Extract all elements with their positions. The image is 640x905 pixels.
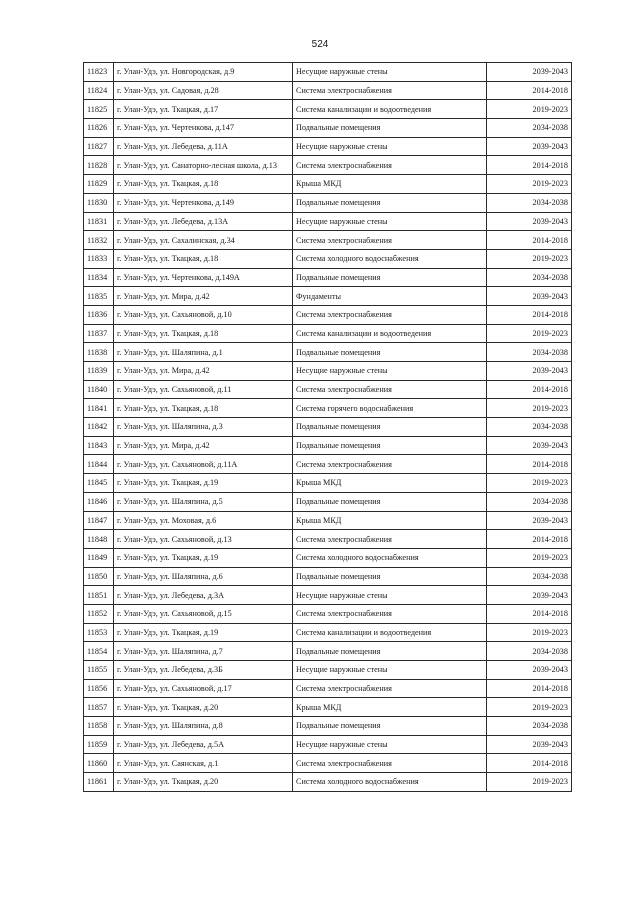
cell-repair-period: 2014-2018 xyxy=(487,231,572,250)
cell-address: г. Улан-Удэ, ул. Мира, д.42 xyxy=(114,287,293,306)
table-row xyxy=(84,773,572,792)
cell-address: г. Улан-Удэ, ул. Сахьяновой, д.11 xyxy=(114,380,293,399)
cell-record-number: 11829 xyxy=(84,175,114,194)
cell-address: г. Улан-Удэ, ул. Сахалинская, д.34 xyxy=(114,231,293,250)
cell-building-system: Система электроснабжения xyxy=(293,679,487,698)
cell-repair-period: 2014-2018 xyxy=(487,305,572,324)
cell-address: г. Улан-Удэ, ул. Ткацкая, д.19 xyxy=(114,548,293,567)
cell-record-number: 11823 xyxy=(84,63,114,82)
table-row xyxy=(84,268,572,287)
cell-repair-period: 2039-2043 xyxy=(487,362,572,381)
cell-address: г. Улан-Удэ, ул. Лебедева, д.13А xyxy=(114,212,293,231)
cell-repair-period: 2034-2038 xyxy=(487,418,572,437)
table-row xyxy=(84,137,572,156)
cell-record-number: 11843 xyxy=(84,436,114,455)
cell-repair-period: 2014-2018 xyxy=(487,156,572,175)
cell-building-system: Фундаменты xyxy=(293,287,487,306)
cell-address: г. Улан-Удэ, ул. Лебедева, д.3А xyxy=(114,586,293,605)
table-row xyxy=(84,474,572,493)
table-row xyxy=(84,100,572,119)
table-row xyxy=(84,418,572,437)
cell-record-number: 11859 xyxy=(84,735,114,754)
cell-building-system: Система горячего водоснабжения xyxy=(293,399,487,418)
cell-record-number: 11832 xyxy=(84,231,114,250)
cell-building-system: Подвальные помещения xyxy=(293,436,487,455)
cell-address: г. Улан-Удэ, ул. Ткацкая, д.19 xyxy=(114,474,293,493)
table-row xyxy=(84,530,572,549)
cell-address: г. Улан-Удэ, ул. Лебедева, д.5А xyxy=(114,735,293,754)
cell-repair-period: 2034-2038 xyxy=(487,343,572,362)
cell-record-number: 11834 xyxy=(84,268,114,287)
cell-record-number: 11828 xyxy=(84,156,114,175)
cell-repair-period: 2034-2038 xyxy=(487,193,572,212)
table-row xyxy=(84,754,572,773)
cell-address: г. Улан-Удэ, ул. Шаляпина, д.8 xyxy=(114,717,293,736)
cell-repair-period: 2014-2018 xyxy=(487,530,572,549)
cell-repair-period: 2039-2043 xyxy=(487,63,572,82)
cell-address: г. Улан-Удэ, ул. Санаторно-лесная школа, д.13 xyxy=(114,156,293,175)
cell-address: г. Улан-Удэ, ул. Шаляпина, д.5 xyxy=(114,492,293,511)
cell-record-number: 11848 xyxy=(84,530,114,549)
cell-address: г. Улан-Удэ, ул. Ткацкая, д.20 xyxy=(114,698,293,717)
cell-address: г. Улан-Удэ, ул. Чертенкова, д.149А xyxy=(114,268,293,287)
table-row xyxy=(84,399,572,418)
cell-address: г. Улан-Удэ, ул. Ткацкая, д.20 xyxy=(114,773,293,792)
table-row xyxy=(84,119,572,138)
cell-building-system: Система канализации и водоотведения xyxy=(293,100,487,119)
table-body xyxy=(84,63,572,792)
cell-record-number: 11839 xyxy=(84,362,114,381)
table-row xyxy=(84,455,572,474)
cell-repair-period: 2034-2038 xyxy=(487,717,572,736)
cell-record-number: 11849 xyxy=(84,548,114,567)
cell-building-system: Подвальные помещения xyxy=(293,119,487,138)
cell-address: г. Улан-Удэ, ул. Шаляпина, д.7 xyxy=(114,642,293,661)
table-row xyxy=(84,324,572,343)
cell-record-number: 11844 xyxy=(84,455,114,474)
cell-building-system: Система холодного водоснабжения xyxy=(293,249,487,268)
table-row xyxy=(84,380,572,399)
repair-schedule-table xyxy=(83,62,572,792)
cell-record-number: 11841 xyxy=(84,399,114,418)
cell-record-number: 11856 xyxy=(84,679,114,698)
table-row xyxy=(84,175,572,194)
cell-repair-period: 2014-2018 xyxy=(487,380,572,399)
cell-address: г. Улан-Удэ, ул. Ткацкая, д.18 xyxy=(114,324,293,343)
cell-record-number: 11838 xyxy=(84,343,114,362)
cell-repair-period: 2019-2023 xyxy=(487,399,572,418)
cell-record-number: 11854 xyxy=(84,642,114,661)
cell-repair-period: 2039-2043 xyxy=(487,137,572,156)
cell-repair-period: 2034-2038 xyxy=(487,642,572,661)
cell-record-number: 11835 xyxy=(84,287,114,306)
cell-building-system: Крыша МКД xyxy=(293,474,487,493)
table-row xyxy=(84,212,572,231)
cell-record-number: 11861 xyxy=(84,773,114,792)
cell-address: г. Улан-Удэ, ул. Ткацкая, д.18 xyxy=(114,249,293,268)
cell-address: г. Улан-Удэ, ул. Сахьяновой, д.13 xyxy=(114,530,293,549)
cell-building-system: Система канализации и водоотведения xyxy=(293,623,487,642)
cell-repair-period: 2014-2018 xyxy=(487,754,572,773)
cell-repair-period: 2014-2018 xyxy=(487,455,572,474)
cell-repair-period: 2019-2023 xyxy=(487,474,572,493)
cell-building-system: Подвальные помещения xyxy=(293,343,487,362)
table-row xyxy=(84,81,572,100)
cell-building-system: Система электроснабжения xyxy=(293,156,487,175)
cell-building-system: Подвальные помещения xyxy=(293,418,487,437)
table-row xyxy=(84,642,572,661)
cell-repair-period: 2019-2023 xyxy=(487,623,572,642)
cell-address: г. Улан-Удэ, ул. Ткацкая, д.19 xyxy=(114,623,293,642)
cell-address: г. Улан-Удэ, ул. Чертенкова, д.149 xyxy=(114,193,293,212)
cell-building-system: Система электроснабжения xyxy=(293,530,487,549)
cell-repair-period: 2019-2023 xyxy=(487,773,572,792)
cell-building-system: Подвальные помещения xyxy=(293,717,487,736)
cell-repair-period: 2034-2038 xyxy=(487,268,572,287)
table-row xyxy=(84,156,572,175)
table-row xyxy=(84,717,572,736)
table-row xyxy=(84,287,572,306)
table-row xyxy=(84,623,572,642)
cell-record-number: 11831 xyxy=(84,212,114,231)
cell-address: г. Улан-Удэ, ул. Сахьяновой, д.11А xyxy=(114,455,293,474)
cell-repair-period: 2019-2023 xyxy=(487,249,572,268)
cell-record-number: 11836 xyxy=(84,305,114,324)
cell-building-system: Крыша МКД xyxy=(293,175,487,194)
cell-address: г. Улан-Удэ, ул. Мира, д.42 xyxy=(114,362,293,381)
cell-repair-period: 2034-2038 xyxy=(487,567,572,586)
cell-record-number: 11846 xyxy=(84,492,114,511)
cell-address: г. Улан-Удэ, ул. Ткацкая, д.18 xyxy=(114,399,293,418)
cell-record-number: 11852 xyxy=(84,604,114,623)
cell-record-number: 11840 xyxy=(84,380,114,399)
cell-building-system: Система электроснабжения xyxy=(293,305,487,324)
cell-address: г. Улан-Удэ, ул. Сахьяновой, д.17 xyxy=(114,679,293,698)
cell-address: г. Улан-Удэ, ул. Чертенкова, д.147 xyxy=(114,119,293,138)
table-row xyxy=(84,343,572,362)
table-row xyxy=(84,492,572,511)
table-row xyxy=(84,249,572,268)
cell-address: г. Улан-Удэ, ул. Лебедева, д.11А xyxy=(114,137,293,156)
cell-address: г. Улан-Удэ, ул. Новгородская, д.9 xyxy=(114,63,293,82)
cell-record-number: 11837 xyxy=(84,324,114,343)
cell-address: г. Улан-Удэ, ул. Ткацкая, д.17 xyxy=(114,100,293,119)
cell-record-number: 11847 xyxy=(84,511,114,530)
cell-repair-period: 2034-2038 xyxy=(487,119,572,138)
cell-building-system: Несущие наружные стены xyxy=(293,362,487,381)
cell-building-system: Несущие наружные стены xyxy=(293,212,487,231)
cell-building-system: Подвальные помещения xyxy=(293,193,487,212)
cell-building-system: Система электроснабжения xyxy=(293,754,487,773)
cell-address: г. Улан-Удэ, ул. Лебедева, д.3Б xyxy=(114,661,293,680)
cell-repair-period: 2039-2043 xyxy=(487,511,572,530)
cell-building-system: Система холодного водоснабжения xyxy=(293,773,487,792)
table-row xyxy=(84,679,572,698)
cell-record-number: 11842 xyxy=(84,418,114,437)
cell-record-number: 11850 xyxy=(84,567,114,586)
cell-building-system: Несущие наружные стены xyxy=(293,137,487,156)
cell-record-number: 11851 xyxy=(84,586,114,605)
cell-building-system: Подвальные помещения xyxy=(293,642,487,661)
cell-building-system: Крыша МКД xyxy=(293,511,487,530)
table-row xyxy=(84,661,572,680)
cell-repair-period: 2019-2023 xyxy=(487,548,572,567)
cell-repair-period: 2019-2023 xyxy=(487,324,572,343)
cell-building-system: Несущие наружные стены xyxy=(293,586,487,605)
table-row xyxy=(84,362,572,381)
cell-record-number: 11857 xyxy=(84,698,114,717)
cell-repair-period: 2039-2043 xyxy=(487,661,572,680)
cell-address: г. Улан-Удэ, ул. Мира, д.42 xyxy=(114,436,293,455)
cell-repair-period: 2014-2018 xyxy=(487,679,572,698)
cell-repair-period: 2039-2043 xyxy=(487,287,572,306)
table-row xyxy=(84,193,572,212)
cell-record-number: 11825 xyxy=(84,100,114,119)
table-row xyxy=(84,231,572,250)
table-row xyxy=(84,604,572,623)
cell-address: г. Улан-Удэ, ул. Шаляпина, д.6 xyxy=(114,567,293,586)
cell-address: г. Улан-Удэ, ул. Саянская, д.1 xyxy=(114,754,293,773)
table-row xyxy=(84,305,572,324)
table-row xyxy=(84,698,572,717)
table-row xyxy=(84,511,572,530)
cell-repair-period: 2039-2043 xyxy=(487,212,572,231)
cell-address: г. Улан-Удэ, ул. Ткацкая, д.18 xyxy=(114,175,293,194)
table-row xyxy=(84,586,572,605)
cell-repair-period: 2034-2038 xyxy=(487,492,572,511)
cell-repair-period: 2039-2043 xyxy=(487,735,572,754)
cell-building-system: Несущие наружные стены xyxy=(293,63,487,82)
cell-record-number: 11833 xyxy=(84,249,114,268)
cell-building-system: Система электроснабжения xyxy=(293,455,487,474)
cell-building-system: Подвальные помещения xyxy=(293,567,487,586)
cell-address: г. Улан-Удэ, ул. Сахьяновой, д.10 xyxy=(114,305,293,324)
table-row xyxy=(84,548,572,567)
cell-repair-period: 2039-2043 xyxy=(487,586,572,605)
cell-building-system: Подвальные помещения xyxy=(293,492,487,511)
cell-address: г. Улан-Удэ, ул. Шаляпина, д.1 xyxy=(114,343,293,362)
cell-record-number: 11853 xyxy=(84,623,114,642)
cell-repair-period: 2019-2023 xyxy=(487,698,572,717)
cell-repair-period: 2014-2018 xyxy=(487,604,572,623)
cell-record-number: 11830 xyxy=(84,193,114,212)
cell-building-system: Система электроснабжения xyxy=(293,380,487,399)
cell-record-number: 11827 xyxy=(84,137,114,156)
cell-building-system: Несущие наружные стены xyxy=(293,735,487,754)
table-row xyxy=(84,63,572,82)
cell-building-system: Система электроснабжения xyxy=(293,604,487,623)
table-row xyxy=(84,735,572,754)
cell-record-number: 11858 xyxy=(84,717,114,736)
cell-repair-period: 2019-2023 xyxy=(487,100,572,119)
cell-address: г. Улан-Удэ, ул. Моховая, д.6 xyxy=(114,511,293,530)
page-number: 524 xyxy=(311,39,329,50)
cell-address: г. Улан-Удэ, ул. Шаляпина, д.3 xyxy=(114,418,293,437)
cell-building-system: Система холодного водоснабжения xyxy=(293,548,487,567)
cell-record-number: 11855 xyxy=(84,661,114,680)
cell-record-number: 11845 xyxy=(84,474,114,493)
cell-repair-period: 2039-2043 xyxy=(487,436,572,455)
cell-record-number: 11860 xyxy=(84,754,114,773)
cell-building-system: Крыша МКД xyxy=(293,698,487,717)
table-row xyxy=(84,567,572,586)
cell-address: г. Улан-Удэ, ул. Садовая, д.28 xyxy=(114,81,293,100)
cell-building-system: Система электроснабжения xyxy=(293,81,487,100)
cell-building-system: Система канализации и водоотведения xyxy=(293,324,487,343)
cell-building-system: Несущие наружные стены xyxy=(293,661,487,680)
cell-building-system: Система электроснабжения xyxy=(293,231,487,250)
cell-repair-period: 2014-2018 xyxy=(487,81,572,100)
cell-building-system: Подвальные помещения xyxy=(293,268,487,287)
cell-record-number: 11826 xyxy=(84,119,114,138)
cell-repair-period: 2019-2023 xyxy=(487,175,572,194)
table-row xyxy=(84,436,572,455)
cell-record-number: 11824 xyxy=(84,81,114,100)
cell-address: г. Улан-Удэ, ул. Сахьяновой, д.15 xyxy=(114,604,293,623)
